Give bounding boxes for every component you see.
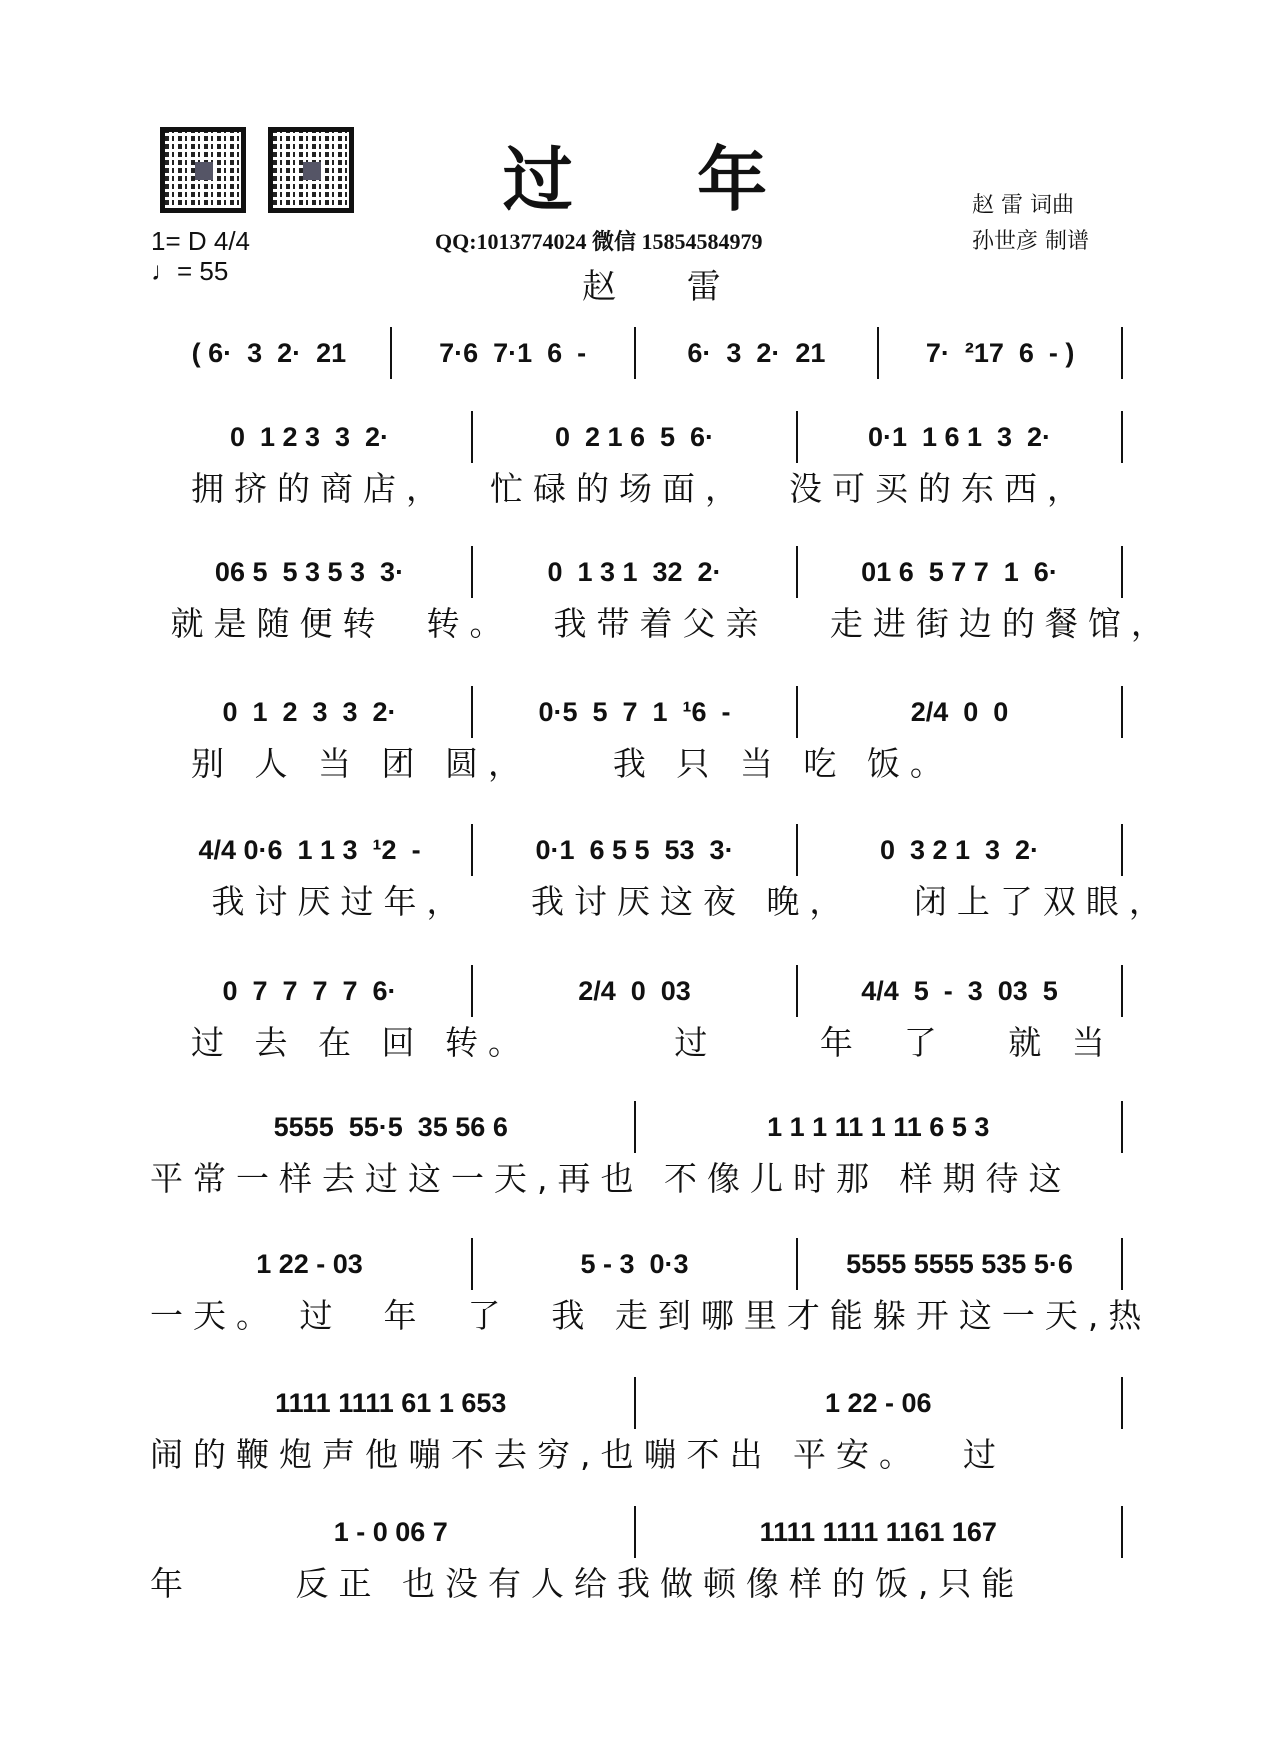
measure: 1111 1111 61 1 653 — [148, 1377, 636, 1429]
measure: 2/4 0 0 — [798, 686, 1123, 738]
key-label: 1= D 4/4 — [151, 226, 251, 256]
contact-info: QQ:1013774024 微信 15854584979 — [435, 229, 763, 254]
measure: 0·1 1 6 1 3 2· — [798, 411, 1123, 463]
measure: 1 22 - 03 — [148, 1238, 473, 1290]
measure: 1 1 1 11 1 11 6 5 3 — [636, 1101, 1124, 1153]
notation-line — [148, 411, 1123, 463]
notation-line — [148, 824, 1123, 876]
measure: 7·6 7·1 6 - — [392, 327, 636, 379]
measure: 5555 5555 535 5·6 — [798, 1238, 1123, 1290]
measure: 0 1 3 1 32 2· — [473, 546, 798, 598]
qr-code-2 — [268, 127, 354, 213]
credit-lyrics: 赵 雷 词曲 — [972, 193, 1074, 218]
lyrics-line: 一天。 过 年 了 我 走到哪里才能躲开这一天,热 — [150, 1296, 1152, 1335]
measure: 0 2 1 6 5 6· — [473, 411, 798, 463]
lyrics-line: 别 人 当 团 圆， 我 只 当 吃 饭。 — [150, 744, 953, 783]
measure: 0 1 2 3 3 2· — [148, 411, 473, 463]
lyrics-line: 平常一样去过这一天,再也 不像儿时那 样期待这 — [150, 1159, 1072, 1198]
measure: 1111 1111 1161 167 — [636, 1506, 1124, 1558]
measure: 0 1 2 3 3 2· — [148, 686, 473, 738]
notation-line — [148, 1101, 1123, 1153]
lyrics-line: 闹的鞭炮声他嘣不去穷,也嘣不出 平安。 过 — [150, 1435, 1006, 1474]
measure: 7· ²17 6 - ) — [879, 327, 1123, 379]
lyrics-line: 就是随便转 转。 我带着父亲 走进街边的餐馆， — [150, 604, 1174, 643]
measure: ( 6· 3 2· 21 — [148, 327, 392, 379]
notation-line — [148, 965, 1123, 1017]
lyrics-line: 过 去 在 回 转。 过 年 了 就 当 — [150, 1023, 1115, 1062]
measure: 6· 3 2· 21 — [636, 327, 880, 379]
notation-line — [148, 546, 1123, 598]
tempo-label: ♩= 55 — [151, 256, 229, 286]
measure: 0·5 5 7 1 ¹6 - — [473, 686, 798, 738]
measure: 1 - 0 06 7 — [148, 1506, 636, 1558]
measure: 01 6 5 7 7 1 6· — [798, 546, 1123, 598]
notation-line — [148, 1238, 1123, 1290]
lyrics-line: 年 反正 也没有人给我做顿像样的饭,只能 — [150, 1564, 1025, 1603]
qr-code-1 — [160, 127, 246, 213]
notation-line — [148, 327, 1123, 379]
measure: 0 3 2 1 3 2· — [798, 824, 1123, 876]
measure: 5555 55·5 35 56 6 — [148, 1101, 636, 1153]
credits — [972, 188, 1089, 260]
measure: 2/4 0 03 — [473, 965, 798, 1017]
measure: 0·1 6 5 5 53 3· — [473, 824, 798, 876]
measure: 0 7 7 7 7 6· — [148, 965, 473, 1017]
measure: 1 22 - 06 — [636, 1377, 1124, 1429]
credit-score: 孙世彦 制谱 — [972, 229, 1089, 254]
measure: 06 5 5 3 5 3 3· — [148, 546, 473, 598]
singer-name: 赵 雷 — [582, 267, 751, 307]
notation-line — [148, 1506, 1123, 1558]
lyrics-line: 拥挤的商店， 忙碌的场面， 没可买的东西， — [150, 469, 1090, 508]
key-signature — [151, 226, 250, 286]
song-title: 过 年 — [502, 138, 818, 221]
measure: 4/4 5 - 3 03 5 — [798, 965, 1123, 1017]
notation-line — [148, 686, 1123, 738]
lyrics-line: 我讨厌过年， 我讨厌这夜 晚， 闭上了双眼， — [150, 882, 1172, 921]
measure: 4/4 0·6 1 1 3 ¹2 - — [148, 824, 473, 876]
notation-line — [148, 1377, 1123, 1429]
measure: 5 - 3 0·3 — [473, 1238, 798, 1290]
